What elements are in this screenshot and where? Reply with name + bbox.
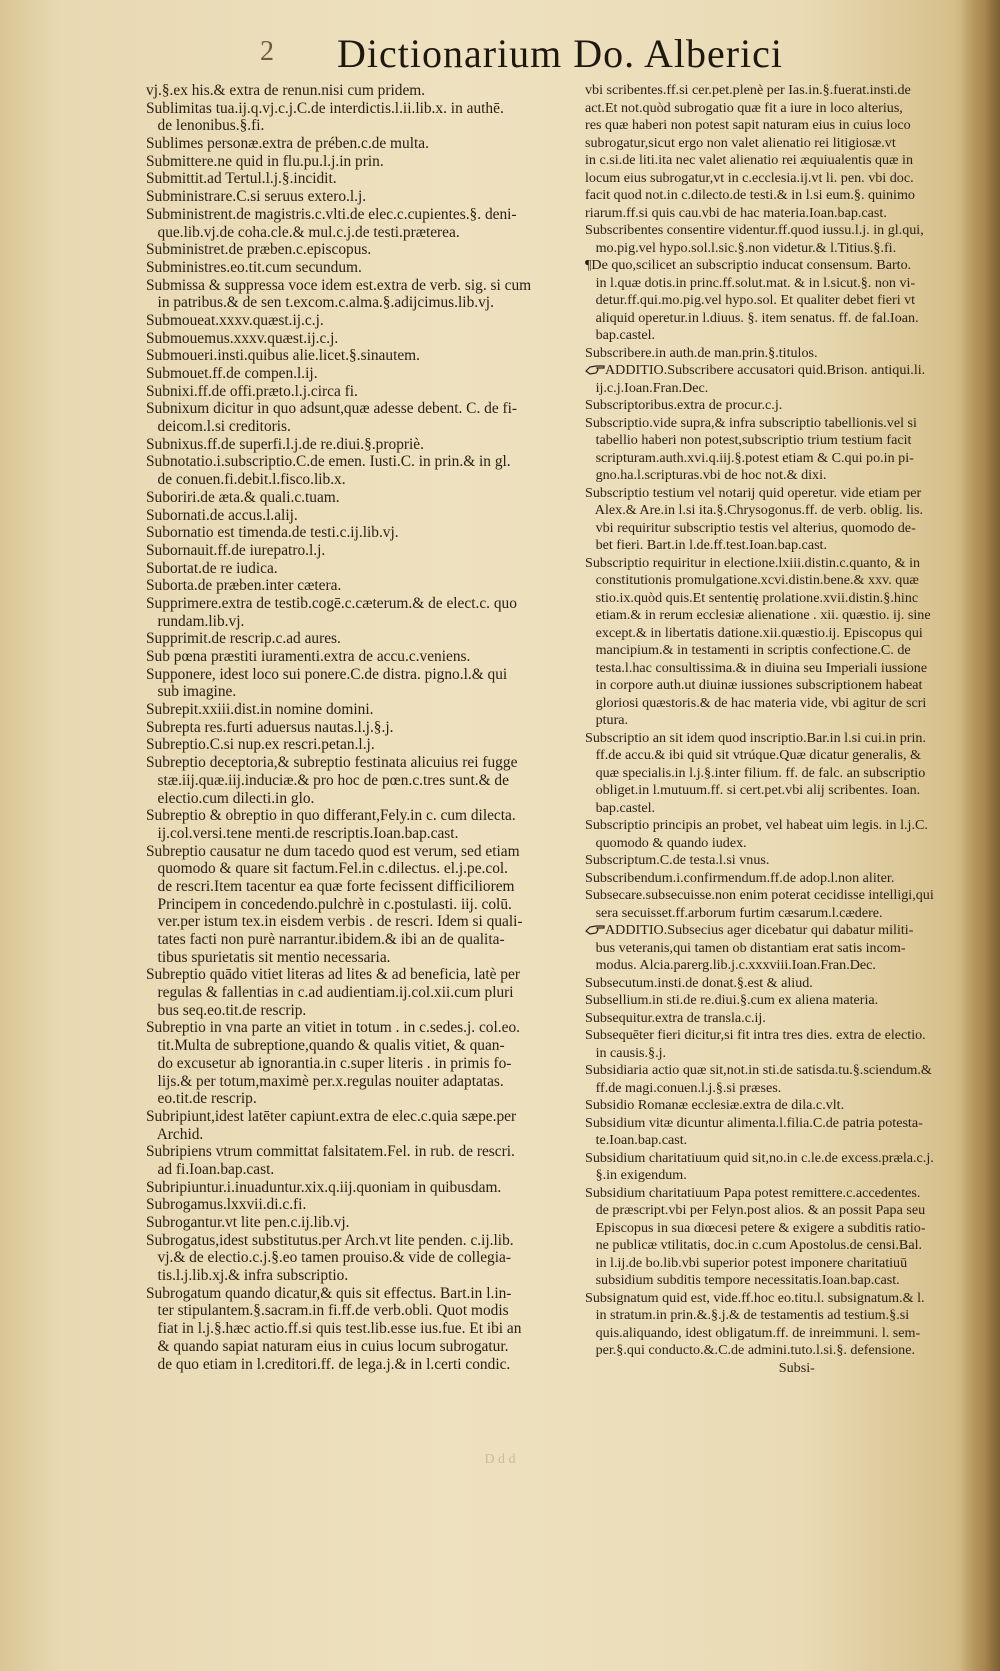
- entry-line: Subsidium vitæ dicuntur alimenta.l.filia.C.de patria potesta-: [585, 1114, 923, 1131]
- entry-line: do excusetur ab ignorantia.in c.super literis . in primis fo-: [146, 1054, 512, 1072]
- entry-line: in causis.§.j.: [585, 1044, 667, 1061]
- entry-line: quis.aliquando, idest obligatum.ff. de inreimmuni. l. sem-: [585, 1324, 921, 1341]
- entry-line: in l.ij.de bo.lib.vbi superior potest imponere charitatiuū: [585, 1254, 908, 1271]
- entry-line: Supprimere.extra de testib.cogē.c.cæterum.& de elect.c. quo: [146, 594, 517, 612]
- entry-line: act.Et not.quòd subrogatio quæ fit a iure in loco alterius,: [585, 99, 903, 116]
- entry-line: Subsequitur.extra de transla.c.ij.: [585, 1009, 766, 1026]
- entry-line: Subrogatus,idest substitutus.per Arch.vt lite penden. c.ij.lib.: [146, 1231, 514, 1249]
- entry-line: bet fieri. Bart.in l.de.ff.test.Ioan.bap.cast.: [585, 537, 827, 553]
- entry-line: ad fi.Ioan.bap.cast.: [146, 1160, 275, 1178]
- entry-line: Subrogamus.lxxvii.di.c.fi.: [146, 1196, 307, 1214]
- entry-line: subrogatur,sicut ergo non valet alienatio rei litigiosæ.vt: [585, 134, 896, 151]
- entry-line: subsidium subditis tempore necessitatis.Ioan.bap.cast.: [585, 1272, 900, 1288]
- entry-line: in l.quæ dotis.in princ.ff.solut.mat. & in l.sicut.§. non vi-: [585, 274, 916, 291]
- entry-line: ver.per istum tex.in eisdem verbis . de rescri. Idem si quali-: [146, 913, 523, 931]
- entry-line: Subreptio deceptoria,& subreptio festinata alicuius rei fugge: [146, 754, 518, 772]
- entry-line: Submoueat.xxxv.quæst.ij.c.j.: [146, 311, 324, 329]
- entry-line: & quando sapiat naturam eius in cuius locum subrogatur.: [146, 1337, 509, 1355]
- entry-line: vj.§.ex his.& extra de renun.nisi cum pridem.: [146, 82, 426, 99]
- entry-line: Subornauit.ff.de iurepatro.l.j.: [146, 541, 326, 559]
- entry-line: Subscriptio an sit idem quod inscriptio.Bar.in l.si cui.in prin.: [585, 729, 926, 746]
- entry-line: ne publicæ vtilitatis, doc.in c.cum Apostolus.de censi.Bal.: [585, 1237, 923, 1253]
- entry-line: Subnixus.ff.de superfi.l.j.de re.diui.§.propriè.: [146, 435, 424, 453]
- entry-line: ¶De quo,scilicet an subscriptio inducat consensum. Barto.: [585, 257, 912, 273]
- entry-line: in corpore auth.ut diuinæ iussiones subscriptionem habeat: [585, 677, 923, 693]
- entry-line: Sublimes personæ.extra de prében.c.de multa.: [146, 135, 429, 153]
- entry-line: tabellio haberi non potest,subscriptio trium testium facit: [585, 432, 912, 448]
- entry-line: tibus spurietatis sit mentio necessaria.: [146, 948, 391, 966]
- entry-line: vbi requiritur subscriptio testis vel alterius, quomodo de-: [585, 519, 916, 536]
- entry-line: Subscribentes consentire videntur.ff.quod iussu.l.j. in gl.qui,: [585, 222, 924, 238]
- entry-line: facit quod not.in c.dilecto.de testi.& in l.si eum.§. quinimo: [585, 187, 915, 203]
- entry-line: modus. Alcia.parerg.lib.j.c.xxxviii.Ioan.Fran.Dec.: [585, 957, 876, 973]
- page-title: Dictionarium Do. Alberici: [336, 31, 783, 76]
- entry-line: de quo etiam in l.creditori.ff. de lega.j.& in l.certi condic.: [146, 1355, 511, 1373]
- entry-line: tates facti non purè narrantur.ibidem.& ibi an de qualita-: [146, 931, 505, 948]
- entry-line: Subministrare.C.si seruus extero.l.j.: [146, 188, 367, 206]
- entry-line: mo.pig.vel hypo.sol.l.sic.§.non videtur.& l.Titius.§.fi.: [585, 239, 897, 256]
- entry-line: de lenonibus.§.fi.: [146, 117, 265, 135]
- entry-line: de rescri.Item tacentur ea quæ forte fecissent difficiliorem: [146, 877, 515, 895]
- entry-line: Submouet.ff.de compen.l.ij.: [146, 365, 318, 382]
- entry-line: tit.Multa de subreptione,quando & qualis vitiet, & quan-: [146, 1037, 505, 1055]
- entry-line: Subscriptoribus.extra de procur.c.j.: [585, 397, 783, 413]
- entry-line: gloriosi quæstoris.& de hac materia vide, vbi agitur de scri: [585, 694, 927, 711]
- entry-line: Subripiunt,idest latēter capiunt.extra de elec.c.quia sæpe.per: [146, 1107, 517, 1125]
- entry-line: te.Ioan.bap.cast.: [585, 1132, 688, 1148]
- entry-line: Subsidiaria actio quæ sit,not.in sti.de satisda.tu.§.sciendum.&: [585, 1062, 932, 1078]
- entry-line: que.lib.vj.de coha.cle.& mul.c.j.de testi.præterea.: [146, 223, 460, 241]
- entry-line: bap.castel.: [585, 799, 656, 816]
- entry-line: res quæ haberi non potest sapit naturam eius in cuius loco: [585, 117, 911, 133]
- entry-line: Subscriptio requiritur in electione.lxiii.distin.c.quanto, & in: [585, 554, 921, 571]
- entry-line: Submoueri.insti.quibus alie.licet.§.sinautem.: [146, 347, 421, 365]
- entry-line: Subrogantur.vt lite pen.c.ij.lib.vj.: [146, 1214, 350, 1231]
- entry-line: Supponere, idest loco sui ponere.C.de distra. pigno.l.& qui: [146, 665, 508, 683]
- entry-line: Episcopus in sua diœcesi petere & exigere a subditis ratio-: [585, 1219, 926, 1236]
- entry-line: per.§.qui conducto.&.C.de admini.tuto.l.si.§. defensione.: [585, 1342, 915, 1358]
- entry-line: stio.ix.quòd quis.Et sententię prolatione.xvii.distin.§.hinc: [585, 589, 919, 606]
- entry-line: Submouemus.xxxv.quæst.ij.c.j.: [146, 329, 339, 347]
- entry-line: Subministret.de præben.c.episcopus.: [146, 241, 372, 259]
- entry-line: gno.ha.l.scripturas.vbi de hoc not.& dixi.: [585, 467, 827, 483]
- entry-line: Subsellium.in sti.de re.diui.§.cum ex aliena materia.: [585, 992, 879, 1008]
- entry-line: Subrepit.xxiii.dist.in nomine domini.: [146, 701, 374, 719]
- entry-line: scripturam.auth.xvi.q.iij.§.potest etiam & C.qui po.in pi-: [585, 449, 914, 466]
- entry-line: Subsidium charitatiuum quid sit,no.in c.le.de excess.præla.c.j.: [585, 1149, 934, 1166]
- entry-line: detur.ff.qui.mo.pig.vel hypo.sol. Et qualiter debet fieri vt: [585, 292, 916, 308]
- entry-line: lijs.& per totum,maximè per.x.regulas nouiter adaptatas.: [146, 1072, 504, 1090]
- entry-line: Subreptio.C.si nup.ex rescri.petan.l.j.: [146, 736, 375, 754]
- entry-line: Subsecutum.insti.de donat.§.est & aliud.: [585, 974, 813, 991]
- entry-line: in patribus.& de sen t.excom.c.alma.§.adijcimus.lib.vj.: [146, 294, 494, 312]
- entry-line: bus seq.eo.tit.de rescrip.: [146, 1001, 307, 1019]
- entry-line: Subreptio & obreptio in quo differant,Fely.in c. cum dilecta.: [146, 807, 516, 825]
- entry-line: quomodo & quare sit factum.Fel.in c.dilectus. el.j.pe.col.: [146, 860, 509, 878]
- entry-line: ff.de accu.& ibi quid sit vtrúque.Quæ dicatur generalis, &: [585, 747, 921, 763]
- entry-line: Submittit.ad Tertul.l.j.§.incidit.: [146, 170, 337, 188]
- entry-line: Subscriptum.C.de testa.l.si vnus.: [585, 852, 770, 868]
- entry-line: ff.de magi.conuen.l.j.§.si præses.: [585, 1079, 782, 1096]
- entry-line: Submittere.ne quid in flu.pu.l.j.in prin.: [146, 152, 384, 170]
- entry-line: §.in exigendum.: [585, 1167, 687, 1183]
- entry-line: Subscriptio testium vel notarij quid operetur. vide etiam per: [585, 484, 922, 501]
- entry-line: obliget.in l.mutuum.ff. si cert.pet.vbi alij scribentes. Ioan.: [585, 782, 921, 798]
- entry-line: Subministres.eo.tit.cum secundum.: [146, 258, 362, 276]
- entry-line: stæ.iij.quæ.iij.induciæ.& pro hoc de pœn.c.tres sunt.& de: [146, 771, 509, 789]
- pointing-hand-icon: [585, 362, 605, 376]
- entry-line: etiam.& in rerum ecclesiæ alienatione . xii. quæstio. ij. sine: [585, 607, 931, 623]
- entry-line: Alex.& Are.in l.si ita.§.Chrysogonus.ff. de verb. oblig. lis.: [585, 502, 923, 518]
- entry-line: Subsecare.subsecuisse.non enim poterat cecidisse intelligi,qui: [585, 887, 934, 903]
- entry-line: tis.l.j.lib.xj.& infra subscriptio.: [146, 1267, 349, 1285]
- entry-line: quomodo & quando iudex.: [585, 834, 747, 851]
- entry-line: Subornatio est timenda.de testi.c.ij.lib.vj.: [146, 524, 399, 542]
- entry-line: bus veteranis,qui tamen ob distantiam erat satis incom-: [585, 939, 906, 956]
- entry-line: regulas & fallentias in c.ad audientiam.ij.col.xii.cum pluri: [146, 984, 514, 1002]
- entry-line: ter stipulantem.§.sacram.in fi.ff.de verb.obli. Quot modis: [146, 1302, 509, 1320]
- entry-line: Subnotatio.i.subscriptio.C.de emen. Iusti.C. in prin.& in gl.: [146, 453, 511, 471]
- entry-line: vbi scribentes.ff.si cer.pet.plenè per Ias.in.§.fuerat.insti.de: [585, 82, 911, 98]
- entry-line: sera secuisset.ff.arborum furtim cæsarum.l.cædere.: [585, 904, 883, 921]
- entry-line: bap.castel.: [585, 327, 656, 343]
- entry-line: electio.cum dilecti.in glo.: [146, 789, 315, 807]
- folio-number: 2: [260, 36, 275, 67]
- entry-line: quæ specialis.in l.j.§.inter filium. ff. de falc. an subscriptio: [585, 764, 926, 781]
- entry-line: fiat in l.j.§.hæc actio.ff.si quis test.lib.esse ius.fue. Et ibi an: [146, 1320, 522, 1338]
- entry-line: in c.si.de liti.ita nec valet alienatio rei æquiualentis quæ in: [585, 152, 913, 168]
- entry-line: ptura.: [585, 712, 629, 728]
- entry-line: testa.l.hac consultissima.& in diuina seu Imperiali iussione: [585, 659, 928, 676]
- entry-line: Subscribendum.i.confirmendum.ff.de adop.l.non aliter.: [585, 869, 895, 886]
- entry-line: Sublimitas tua.ij.q.vj.c.j.C.de interdictis.l.ii.lib.x. in authē.: [146, 99, 504, 117]
- entry-line: aliquid operetur.in l.diuus. §. item senatus. ff. de fal.Ioan.: [585, 309, 919, 326]
- entry-line: Subscribere.in auth.de man.prin.§.titulos.: [585, 344, 818, 361]
- entry-line: Subortat.de re iudica.: [146, 559, 278, 577]
- entry-line: ADDITIO.Subsecius ager dicebatur qui dabatur militi-: [585, 922, 985, 940]
- entry-line: Subreptio causatur ne dum tacedo quod est verum, sed etiam: [146, 842, 520, 860]
- entry-line: ADDITIO.Subscribere accusatori quid.Brison. antiqui.li.: [585, 362, 985, 380]
- entry-line: Subsi-: [585, 1359, 815, 1376]
- entry-line: Subripiuntur.i.inuaduntur.xix.q.iij.quoniam in quibusdam.: [146, 1178, 502, 1196]
- entry-line: in stratum.in prin.&.§.j.& de testamentis ad testium.§.si: [585, 1307, 910, 1323]
- entry-line: Subscriptio principis an probet, vel habeat uim legis. in l.j.C.: [585, 817, 928, 833]
- entry-line: Subsidio Romanæ ecclesiæ.extra de dila.c.vlt.: [585, 1097, 845, 1113]
- entry-line: Subreptio quādo vitiet literas ad lites & ad beneficia, latè per: [146, 966, 520, 984]
- entry-line: Supprimit.de rescrip.c.ad aures.: [146, 630, 341, 648]
- entry-line: Subreptio in vna parte an vitiet in totum . in c.sedes.j. col.eo.: [146, 1019, 520, 1037]
- entry-line: Suboriri.de æta.& quali.c.tuam.: [146, 488, 340, 506]
- entry-line: Subornati.de accus.l.alij.: [146, 506, 298, 524]
- left-column: [146, 82, 576, 1373]
- entry-line: de conuen.fi.debit.l.fisco.lib.x.: [146, 471, 346, 489]
- entry-line: deicom.l.si creditoris.: [146, 418, 291, 436]
- pointing-hand-icon: [585, 922, 605, 936]
- entry-line: vj.& de electio.c.j.§.eo tamen prouiso.& vide de collegia-: [146, 1249, 511, 1267]
- running-header: [260, 30, 820, 80]
- entry-line: Archid.: [146, 1125, 204, 1143]
- entry-line: constitutionis promulgatione.xcvi.distin.bene.& xxv. quæ: [585, 572, 919, 588]
- entry-line: Subscriptio.vide supra,& infra subscriptio tabellionis.vel si: [585, 414, 917, 431]
- entry-line: ij.col.versi.tene menti.de rescriptis.Ioan.bap.cast.: [146, 824, 459, 842]
- entry-line: except.& in libertatis datione.xii.quæstio.ij. Episcopus qui: [585, 624, 923, 641]
- entry-line: sub imagine.: [146, 683, 237, 701]
- entry-line: Subnixi.ff.de offi.præto.l.j.circa fi.: [146, 382, 358, 400]
- entry-line: riarum.ff.si quis cau.vbi de hac materia.Ioan.bap.cast.: [585, 204, 887, 221]
- entry-line: Subripiens vtrum committat falsitatem.Fel. in rub. de rescri.: [146, 1143, 515, 1161]
- entry-line: Subministrent.de magistris.c.vlti.de elec.c.cupientes.§. deni-: [146, 205, 517, 223]
- entry-line: Subrogatum quando dicatur,& quis sit effectus. Bart.in l.in-: [146, 1284, 512, 1302]
- right-column: [585, 82, 985, 1377]
- entry-line: Suborta.de præben.inter cætera.: [146, 577, 342, 595]
- entry-line: Subsignatum quid est, vide.ff.hoc eo.titu.l. subsignatum.& l.: [585, 1289, 925, 1306]
- entry-line: eo.tit.de rescrip.: [146, 1090, 257, 1108]
- entry-line: Subnixum dicitur in quo adsunt,quæ adesse debent. C. de fi-: [146, 400, 518, 418]
- entry-line: ij.c.j.Ioan.Fran.Dec.: [585, 379, 709, 396]
- entry-line: de præscript.vbi per Felyn.post alios. & an possit Papa seu: [585, 1202, 926, 1218]
- signature-mark: D d d: [484, 1452, 516, 1467]
- entry-line: Sub pœna præstiti iuramenti.extra de accu.c.veniens.: [146, 648, 471, 665]
- entry-line: rundam.lib.vj.: [146, 612, 245, 630]
- entry-line: mancipium.& in testamenti in scriptis confectione.C. de: [585, 642, 911, 658]
- entry-line: Subsidium charitatiuum Papa potest remittere.c.accedentes.: [585, 1184, 921, 1201]
- entry-line: locum eius subrogatur,vt in c.ecclesia.ij.vt li. pen. vbi doc.: [585, 169, 914, 186]
- entry-line: Submissa & suppressa voce idem est.extra de verb. sig. si cum: [146, 276, 532, 294]
- entry-line: Subsequēter fieri dicitur,si fit intra tres dies. extra de electio.: [585, 1027, 926, 1043]
- entry-line: Principem in concedendo.pulchrè in c.postulasti. iij. colū.: [146, 895, 512, 913]
- entry-line: Subrepta res.furti aduersus nautas.l.j.§.j.: [146, 718, 394, 736]
